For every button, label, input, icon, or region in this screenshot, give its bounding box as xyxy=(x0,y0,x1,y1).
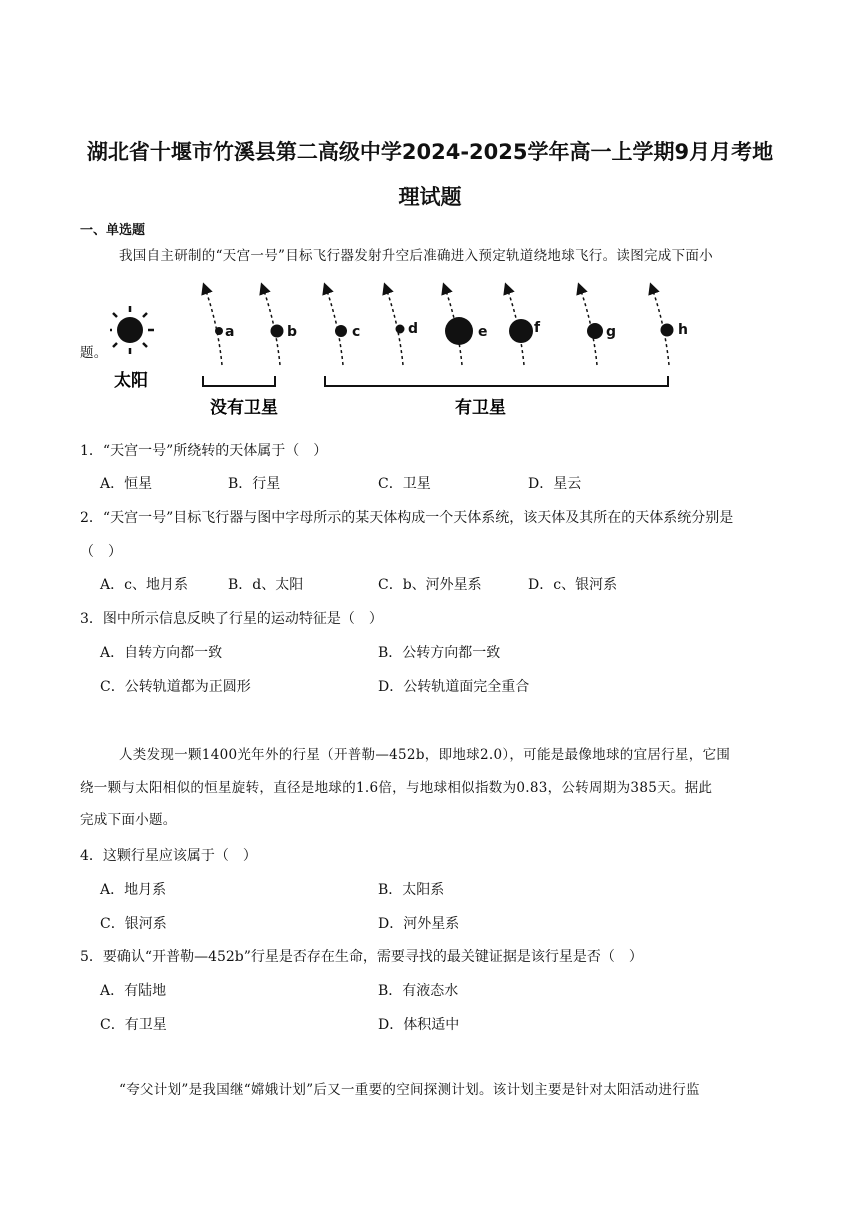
q1-option-c: C．卫星 xyxy=(378,476,431,492)
q1-option-b: B．行星 xyxy=(228,476,281,492)
passage2-line2: 绕一颗与太阳相似的恒星旋转，直径是地球的1.6倍，与地球相似指数为0.83，公转周期为385天。据此 xyxy=(80,780,713,796)
planet-label-e: e xyxy=(478,324,488,340)
planet-b xyxy=(271,325,284,338)
q3-option-b: B．公转方向都一致 xyxy=(378,645,501,661)
planet-a xyxy=(215,327,223,335)
q2-stem-line1: 2．“天宫一号”目标飞行器与图中字母所示的某天体构成一个天体系统，该天体及其所在的天体系统分别是 xyxy=(80,510,734,526)
q2-stem-line2: （ ） xyxy=(80,544,122,560)
q5-option-c: C．有卫星 xyxy=(100,1017,167,1033)
passage2-line1: 人类发现一颗1400光年外的行星（开普勒—452b，即地球2.0），可能是最像地球的宜居行星，它围 xyxy=(119,747,731,763)
q1-option-d: D．星云 xyxy=(528,476,582,492)
q5-stem: 5．要确认“开普勒—452b”行星是否存在生命，需要寻找的最关键证据是该行星是否（ ） xyxy=(80,949,643,965)
passage3-line1: “夸父计划”是我国继“嫦娥计划”后又一重要的空间探测计划。该计划主要是针对太阳活动进行监 xyxy=(119,1082,700,1098)
planet-c xyxy=(335,325,347,337)
doc-title-line2: 理试题 xyxy=(398,185,462,209)
q5-option-d: D．体积适中 xyxy=(378,1017,460,1033)
doc-title-line1: 湖北省十堰市竹溪县第二高级中学2024-2025学年高一上学期9月月考地 xyxy=(86,140,774,164)
q5-option-a: A．有陆地 xyxy=(100,983,167,999)
solar-system-figure xyxy=(110,280,710,420)
q3-stem: 3．图中所示信息反映了行星的运动特征是（ ） xyxy=(80,611,383,627)
q2-option-c: C．b、河外星系 xyxy=(378,577,482,593)
planet-label-h: h xyxy=(678,322,688,338)
planet-d xyxy=(396,325,405,334)
q4-option-b: B．太阳系 xyxy=(378,882,445,898)
planet-label-g: g xyxy=(606,324,617,340)
q4-option-a: A．地月系 xyxy=(100,882,167,898)
planet-label-c: c xyxy=(352,324,361,340)
bracket-has-satellite xyxy=(325,376,668,386)
planet-e xyxy=(445,317,473,345)
orbit-a xyxy=(205,288,222,365)
group-label-has-satellite: 有卫星 xyxy=(455,398,506,418)
q4-option-d: D．河外星系 xyxy=(378,916,460,932)
group-label-no-satellite: 没有卫星 xyxy=(210,398,278,418)
q3-option-a: A．自转方向都一致 xyxy=(100,645,223,661)
planet-h xyxy=(661,324,674,337)
q3-option-c: C．公转轨道都为正圆形 xyxy=(100,679,251,695)
bracket-no-satellite xyxy=(203,376,275,386)
planet-label-d: d xyxy=(408,321,419,337)
planet-label-f: f xyxy=(534,320,541,336)
passage1-line2: 题。 xyxy=(80,345,108,361)
planet-label-b: b xyxy=(287,324,298,340)
q2-option-d: D．c、银河系 xyxy=(528,577,618,593)
planet-label-a: a xyxy=(225,324,235,340)
q5-option-b: B．有液态水 xyxy=(378,983,459,999)
section-heading: 一、单选题 xyxy=(80,223,146,238)
q2-option-a: A．c、地月系 xyxy=(100,577,188,593)
passage1-line1: 我国自主研制的“天宫一号”目标飞行器发射升空后准确进入预定轨道绕地球飞行。读图完成下面小 xyxy=(119,248,714,264)
q1-option-a: A．恒星 xyxy=(100,476,153,492)
sun-icon xyxy=(110,306,154,354)
q1-stem: 1．“天宫一号”所绕转的天体属于（ ） xyxy=(80,443,328,459)
planet-g xyxy=(587,323,603,339)
q4-stem: 4．这颗行星应该属于（ ） xyxy=(80,848,257,864)
q3-option-d: D．公转轨道面完全重合 xyxy=(378,679,530,695)
q4-option-c: C．银河系 xyxy=(100,916,167,932)
sun-label: 太阳 xyxy=(114,371,148,391)
planet-f xyxy=(509,319,533,343)
passage2-line3: 完成下面小题。 xyxy=(80,812,177,828)
q2-option-b: B．d、太阳 xyxy=(228,577,304,593)
